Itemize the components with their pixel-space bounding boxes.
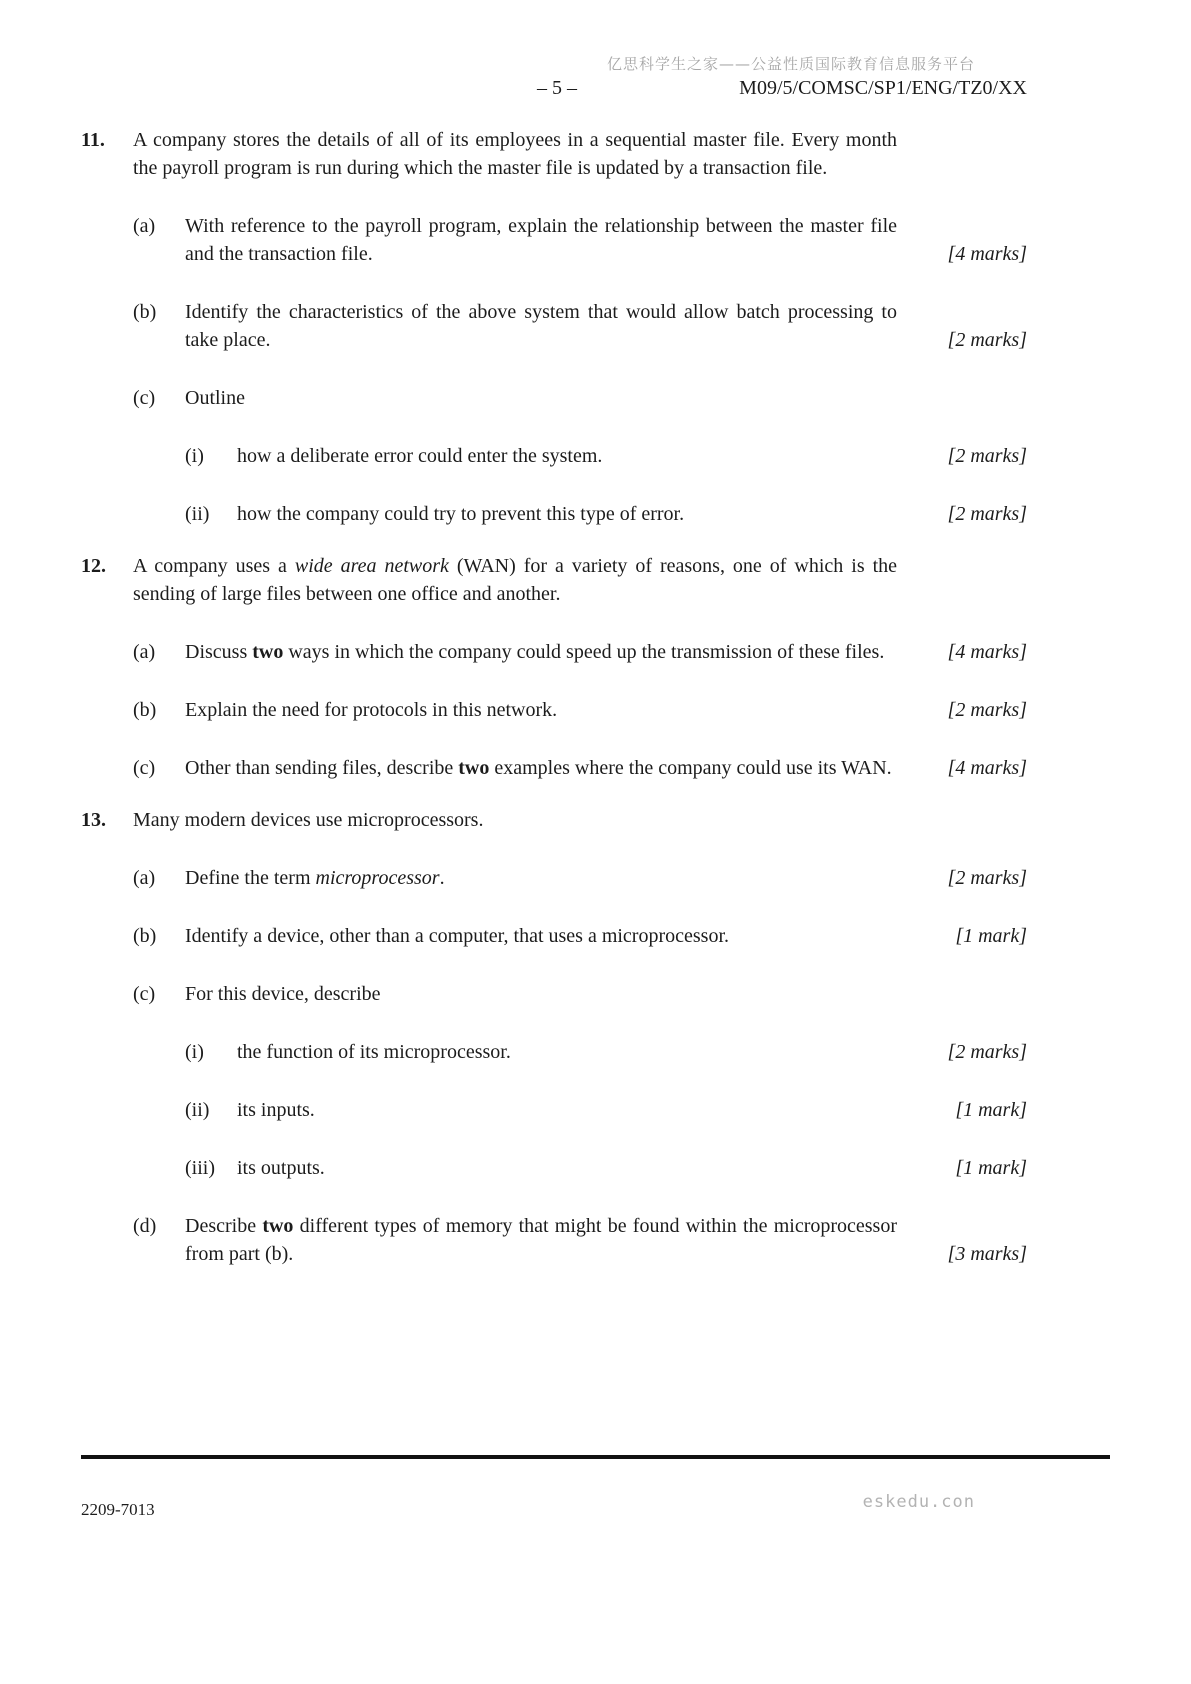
question-stem: Many modern devices use microprocessors. xyxy=(133,809,484,831)
question-part-a xyxy=(133,212,1027,268)
subpart-marks: [1 mark] xyxy=(955,1099,1027,1121)
subpart-marks: [2 marks] xyxy=(947,503,1027,525)
question-subpart-c-i xyxy=(185,1038,1027,1066)
question-subpart-c-ii xyxy=(185,1096,1027,1124)
question-number: 12. xyxy=(81,555,106,577)
question-12 xyxy=(81,552,1027,782)
subpart-label: (i) xyxy=(185,445,204,467)
question-part-a xyxy=(133,638,1027,666)
part-text: Describe two different types of memory that might be found within the microprocessor from part (b). xyxy=(185,1215,897,1265)
part-label: (a) xyxy=(133,867,156,889)
question-number: 11. xyxy=(81,129,105,151)
part-label: (c) xyxy=(133,757,156,779)
paper-code: M09/5/COMSC/SP1/ENG/TZ0/XX xyxy=(739,77,1027,99)
subpart-label: (ii) xyxy=(185,503,210,525)
question-body xyxy=(133,806,1027,1268)
part-text: Outline xyxy=(185,387,245,409)
part-marks: [2 marks] xyxy=(947,699,1027,721)
part-text: Other than sending files, describe two examples where the company could use its WAN. xyxy=(185,757,892,779)
subpart-text: how a deliberate error could enter the system. xyxy=(237,445,603,467)
question-part-c xyxy=(133,980,1027,1008)
part-label: (b) xyxy=(133,925,157,947)
part-text: Define the term microprocessor. xyxy=(185,867,445,889)
subpart-label: (ii) xyxy=(185,1099,210,1121)
question-part-c xyxy=(133,384,1027,412)
part-label: (b) xyxy=(133,699,157,721)
question-part-b xyxy=(133,696,1027,724)
subpart-text: how the company could try to prevent this type of error. xyxy=(237,503,685,525)
subpart-text: its inputs. xyxy=(237,1099,315,1121)
question-part-b xyxy=(133,298,1027,354)
header-watermark: 亿思科学生之家——公益性质国际教育信息服务平台 xyxy=(606,55,975,73)
part-text: With reference to the payroll program, explain the relationship between the master file and the transaction file. xyxy=(185,215,897,265)
part-text: Identify the characteristics of the above system that would allow batch processing to take place. xyxy=(185,301,897,351)
subpart-marks: [2 marks] xyxy=(947,445,1027,467)
question-stem: A company stores the details of all of its employees in a sequential master file. Every month the payroll program is run during which the master file is updated by a transaction file. xyxy=(133,129,897,179)
part-marks: [2 marks] xyxy=(947,867,1027,889)
question-part-d xyxy=(133,1212,1027,1268)
part-text: Discuss two ways in which the company could speed up the transmission of these files. xyxy=(185,641,885,663)
subpart-marks: [1 mark] xyxy=(955,1157,1027,1179)
subpart-text: the function of its microprocessor. xyxy=(237,1041,511,1063)
subpart-label: (i) xyxy=(185,1041,204,1063)
part-text: Identify a device, other than a computer, that uses a microprocessor. xyxy=(185,925,730,947)
part-marks: [2 marks] xyxy=(947,329,1027,351)
part-label: (d) xyxy=(133,1215,157,1237)
question-stem: A company uses a wide area network (WAN) for a variety of reasons, one of which is the sending of large files between one office and another. xyxy=(133,555,897,605)
part-label: (c) xyxy=(133,983,156,1005)
part-marks: [4 marks] xyxy=(947,641,1027,663)
subpart-label: (iii) xyxy=(185,1157,215,1179)
question-part-b xyxy=(133,922,1027,950)
part-label: (a) xyxy=(133,641,156,663)
part-marks: [3 marks] xyxy=(947,1243,1027,1265)
question-13 xyxy=(81,806,1027,1268)
question-part-c xyxy=(133,754,1027,782)
part-text: Explain the need for protocols in this network. xyxy=(185,699,558,721)
question-subpart-c-i xyxy=(185,442,1027,470)
paper-reference-number: 2209-7013 xyxy=(81,1500,155,1519)
footer-watermark: eskedu.con xyxy=(862,1492,975,1512)
part-label: (c) xyxy=(133,387,156,409)
question-number: 13. xyxy=(81,809,106,831)
question-part-a xyxy=(133,864,1027,892)
part-marks: [1 mark] xyxy=(955,925,1027,947)
question-11 xyxy=(81,126,1027,528)
page-number: – 5 – xyxy=(537,77,577,99)
question-subpart-c-iii xyxy=(185,1154,1027,1182)
part-text: For this device, describe xyxy=(185,983,381,1005)
part-label: (a) xyxy=(133,215,156,237)
part-label: (b) xyxy=(133,301,157,323)
subpart-text: its outputs. xyxy=(237,1157,325,1179)
part-marks: [4 marks] xyxy=(947,243,1027,265)
question-subpart-c-ii xyxy=(185,500,1027,528)
question-body xyxy=(133,126,1027,528)
part-marks: [4 marks] xyxy=(947,757,1027,779)
question-body xyxy=(133,552,1027,782)
subpart-marks: [2 marks] xyxy=(947,1041,1027,1063)
footer-rule xyxy=(81,1455,1110,1459)
exam-content xyxy=(81,126,1027,1292)
